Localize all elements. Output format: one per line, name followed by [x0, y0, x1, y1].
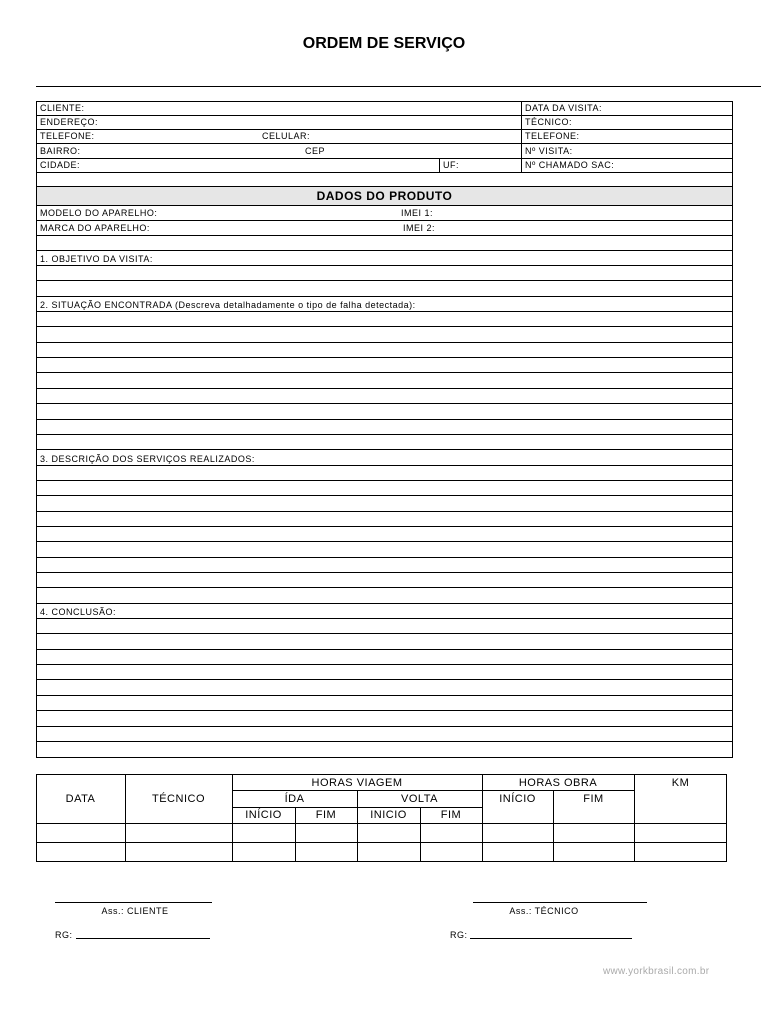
ruled-line: [36, 465, 733, 466]
label-cidade: CIDADE:: [40, 160, 81, 170]
ruled-line: [36, 603, 733, 604]
ruled-line: [36, 587, 733, 588]
label-celular: CELULAR:: [262, 131, 311, 141]
row-line: [36, 143, 733, 144]
signature-line-tecnico: [473, 902, 647, 903]
th-fim-ida: FIM: [315, 809, 337, 821]
ruled-line: [36, 695, 733, 696]
label-situacao: 2. SITUAÇÃO ENCONTRADA (Descreva detalhadamente o tipo de falha detectada):: [40, 300, 416, 310]
th-volta: VOLTA: [401, 793, 438, 805]
ruled-line: [36, 511, 733, 512]
label-imei2: IMEI 2:: [403, 223, 436, 233]
ruled-line: [36, 541, 733, 542]
label-cep: CEP: [305, 146, 326, 156]
client-divider: [521, 101, 522, 172]
ruled-line: [36, 372, 733, 373]
label-tecnico: TÉCNICO:: [525, 117, 573, 127]
th-inicio-volta: INICIO: [370, 809, 407, 821]
ruled-line: [36, 434, 733, 435]
rg-label-cliente: RG:: [55, 930, 73, 940]
row-line: [36, 158, 733, 159]
row-line: [232, 807, 482, 808]
row-line: [36, 220, 733, 221]
row-line: [36, 823, 727, 824]
ruled-line: [36, 342, 733, 343]
ruled-line: [36, 664, 733, 665]
rg-label-tecnico: RG:: [450, 930, 468, 940]
th-tecnico: TÉCNICO: [152, 793, 205, 805]
ruled-line: [36, 388, 733, 389]
title-divider: [36, 86, 761, 87]
label-modelo: MODELO DO APARELHO:: [40, 208, 158, 218]
ruled-line: [36, 480, 733, 481]
ruled-line: [36, 649, 733, 650]
th-fim-volta: FIM: [440, 809, 462, 821]
col-line: [125, 774, 126, 862]
label-conclusao: 4. CONCLUSÃO:: [40, 607, 117, 617]
footer-url: www.yorkbrasil.com.br: [603, 966, 710, 977]
row-line: [36, 115, 733, 116]
ruled-line: [36, 741, 733, 742]
row-line: [36, 205, 733, 206]
ruled-line: [36, 618, 733, 619]
label-uf: UF:: [443, 160, 459, 170]
th-fim-obra: FIM: [583, 793, 604, 805]
ruled-line: [36, 326, 733, 327]
uf-divider: [439, 158, 440, 172]
th-horas-obra: HORAS OBRA: [518, 777, 598, 789]
ruled-line: [36, 296, 733, 297]
page-title: ORDEM DE SERVIÇO: [302, 35, 466, 52]
ruled-line: [36, 419, 733, 420]
ruled-line: [36, 280, 733, 281]
ruled-line: [36, 572, 733, 573]
label-telefone-tecnico: TELEFONE:: [525, 131, 580, 141]
ruled-line: [36, 449, 733, 450]
ruled-line: [36, 265, 733, 266]
row-line: [36, 250, 733, 251]
label-endereco: ENDEREÇO:: [40, 117, 99, 127]
ruled-line: [36, 710, 733, 711]
th-inicio-ida: INÍCIO: [245, 809, 282, 821]
label-descricao: 3. DESCRIÇÃO DOS SERVIÇOS REALIZADOS:: [40, 454, 255, 464]
row-line: [232, 790, 634, 791]
rg-line-tecnico: [470, 938, 632, 939]
ruled-line: [36, 633, 733, 634]
signature-line-cliente: [55, 902, 212, 903]
row-line: [36, 129, 733, 130]
product-header: DADOS DO PRODUTO: [316, 189, 453, 203]
label-telefone: TELEFONE:: [40, 131, 95, 141]
signature-label-tecnico: Ass.: TÉCNICO: [509, 906, 579, 916]
ruled-line: [36, 357, 733, 358]
row-line: [36, 235, 733, 236]
signature-label-cliente: Ass.: CLIENTE: [101, 906, 169, 916]
th-data: DATA: [65, 793, 96, 805]
row-line: [36, 172, 733, 173]
label-marca: MARCA DO APARELHO:: [40, 223, 150, 233]
label-data-visita: DATA DA VISITA:: [525, 103, 603, 113]
label-numero-visita: Nº VISITA:: [525, 146, 573, 156]
th-km: KM: [671, 777, 690, 789]
th-horas-viagem: HORAS VIAGEM: [311, 777, 403, 789]
ruled-line: [36, 311, 733, 312]
ruled-line: [36, 679, 733, 680]
rg-line-cliente: [76, 938, 210, 939]
ruled-line: [36, 557, 733, 558]
th-ida: ÍDA: [284, 793, 305, 805]
th-inicio-obra: INÍCIO: [499, 793, 536, 805]
label-chamado-sac: Nº CHAMADO SAC:: [525, 160, 615, 170]
ruled-line: [36, 403, 733, 404]
label-objetivo: 1. OBJETIVO DA VISITA:: [40, 254, 153, 264]
ruled-line: [36, 526, 733, 527]
row-line: [36, 842, 727, 843]
ruled-line: [36, 726, 733, 727]
label-imei1: IMEI 1:: [401, 208, 434, 218]
label-cliente: CLIENTE:: [40, 103, 85, 113]
label-bairro: BAIRRO:: [40, 146, 81, 156]
ruled-line: [36, 495, 733, 496]
